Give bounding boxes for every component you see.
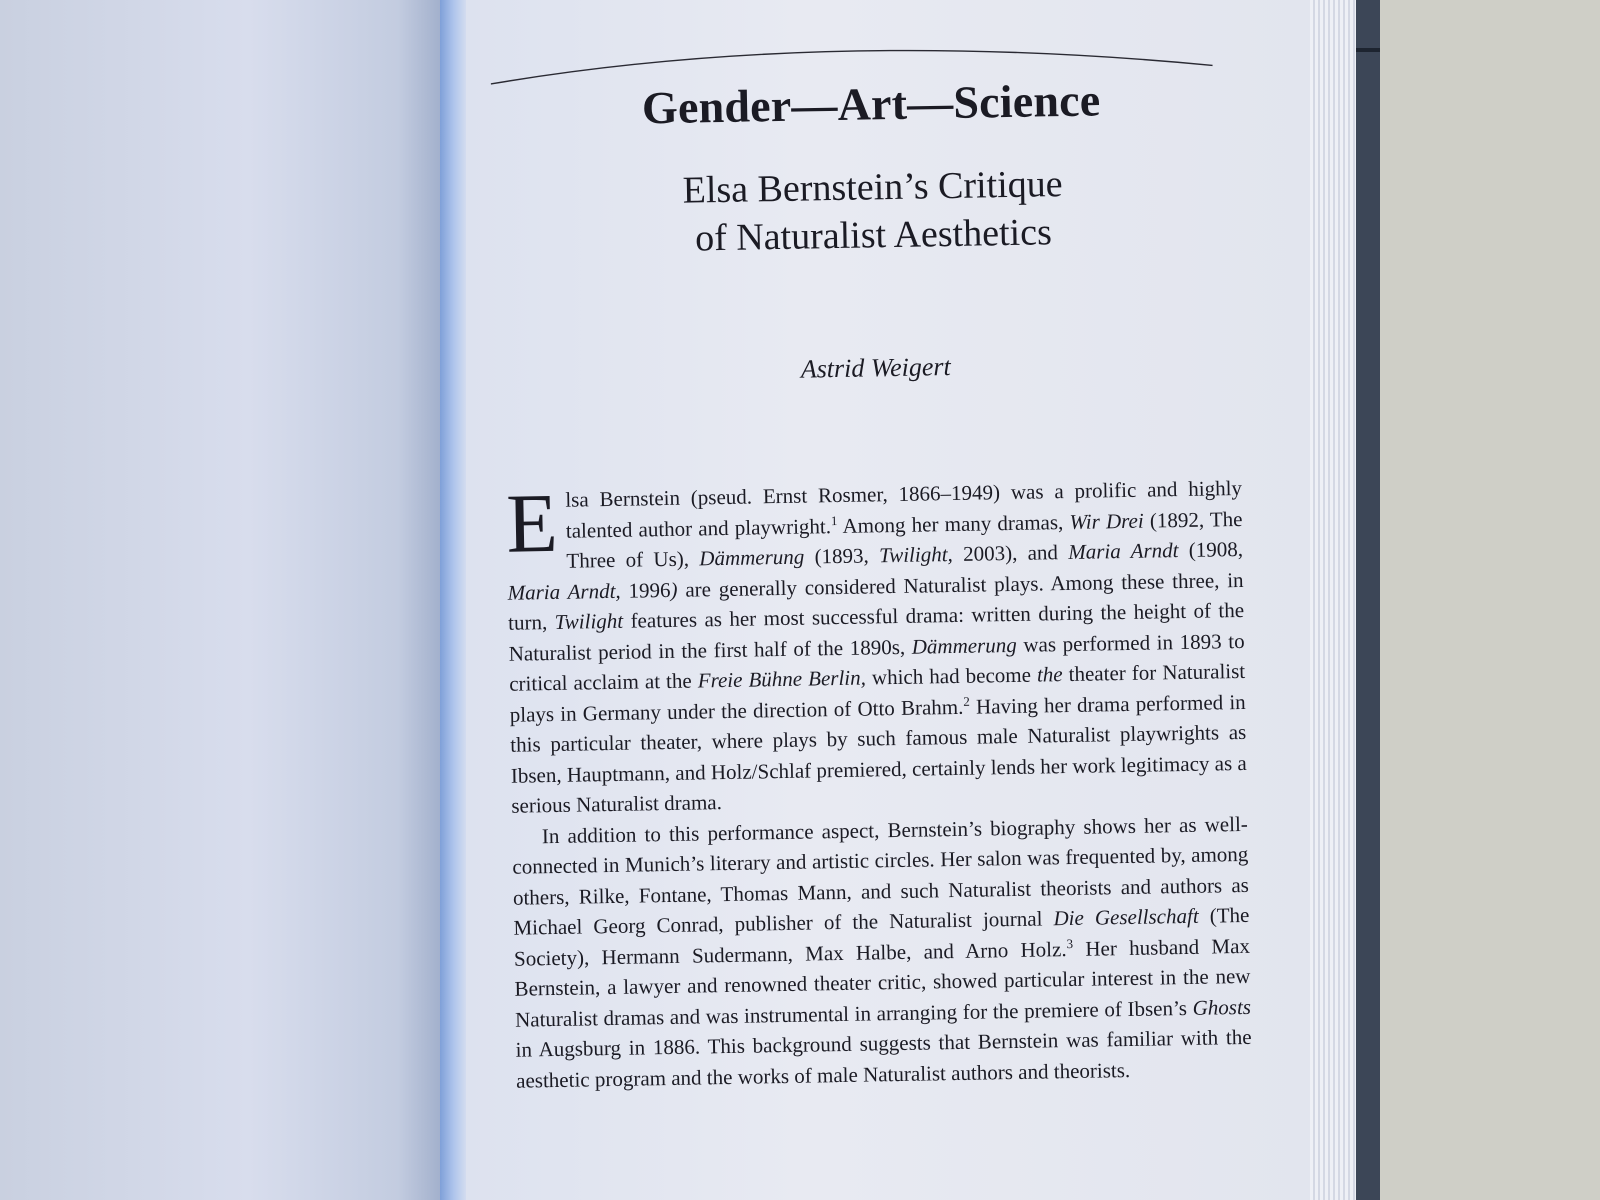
text-run: Having her drama performed in this particular theater, where plays by such famous male Naturalist playwrights as Ibsen, Hauptmann, and Holz/Schlaf premiered, certainly lends her work legitimacy as a serious Naturalist drama. xyxy=(510,689,1247,818)
italic-run: Wir Drei xyxy=(1069,508,1144,534)
text-run: theater for Naturalist plays in Germany under the direction of Otto Brahm. xyxy=(509,658,1246,727)
paragraph-1 xyxy=(506,473,1248,821)
italic-run: Dämmerung xyxy=(699,544,805,571)
text-run: (1908, xyxy=(1178,536,1244,563)
text-run: in Augsburg in 1886. This background suggests that Bernstein was familiar with the aesthetic program and the works of male Naturalist authors and theorists. xyxy=(515,1024,1252,1093)
book-cover-edge xyxy=(1356,0,1380,1200)
text-run: Her husband Max Bernstein, a lawyer and renowned theater critic, showed particular interest in the new Naturalist dramas and was instrumental in arranging for the premiere of Ibsen’s xyxy=(514,933,1251,1032)
chapter-title-line-2: of Naturalist Aesthetics xyxy=(694,211,1053,260)
text-run: was performed in 1893 to critical acclaim at the xyxy=(509,628,1245,696)
text-run: (The Society), Hermann Sudermann, Max Halbe, and Arno Holz. xyxy=(513,902,1250,971)
text-run: (1893, xyxy=(804,543,880,569)
italic-run: Freie Bühne Berlin, xyxy=(697,665,867,693)
italic-run: Maria Arndt, xyxy=(507,578,621,605)
chapter-title-line-1: Elsa Bernstein’s Critique xyxy=(682,163,1063,212)
paragraph-1-text xyxy=(507,476,1247,818)
book-title: Gender—Art—Science xyxy=(641,74,1101,134)
text-run: features as her most successful drama: written during the height of the Naturalist period in the first half of the 1890s, xyxy=(508,597,1245,666)
cover-mark xyxy=(1356,48,1380,52)
footnote-marker: 1 xyxy=(830,512,838,528)
italic-run: Ghosts xyxy=(1192,994,1252,1020)
italic-run: Twilight xyxy=(554,608,624,634)
body-text xyxy=(506,473,1253,1096)
author-name: Astrid Weigert xyxy=(800,352,952,384)
text-run: (1892, The Three of Us), xyxy=(566,506,1243,573)
text-run: 1996 xyxy=(620,577,671,603)
chapter-title xyxy=(492,157,1254,266)
left-page xyxy=(0,0,452,1200)
paragraph-2 xyxy=(512,808,1253,1095)
text-run: Among her many dramas, xyxy=(837,509,1070,538)
footnote-marker: 2 xyxy=(963,693,970,709)
italic-run: ) xyxy=(670,577,678,602)
italic-run: Die Gesellschaft xyxy=(1053,903,1199,931)
text-run: 2003), and xyxy=(952,539,1069,566)
text-run: which had become xyxy=(865,662,1038,690)
italic-run: Maria Arndt xyxy=(1068,538,1179,564)
footnote-marker: 3 xyxy=(1066,935,1074,951)
italic-run: Dämmerung xyxy=(911,632,1017,659)
text-run: lsa Bernstein (pseud. Ernst Rosmer, 1866–1949) was a prolific and highly talented author and playwright. xyxy=(565,475,1243,543)
italic-run: the xyxy=(1036,662,1063,687)
drop-cap: E xyxy=(505,476,559,571)
italic-run: Twilight, xyxy=(878,542,954,568)
text-run: In addition to this performance aspect, Bernstein’s biography shows her as well-connected in Munich’s literary and artistic circles. Her salon was frequented by, among others, Rilke, Fontane, Thomas Mann, and such Naturalist theorists and authors as Michael Georg Conrad, publisher of the Naturalist journal xyxy=(512,811,1250,940)
page-edges xyxy=(1310,0,1356,1200)
text-run: are generally considered Naturalist plays. Among these three, in turn, xyxy=(507,567,1244,635)
